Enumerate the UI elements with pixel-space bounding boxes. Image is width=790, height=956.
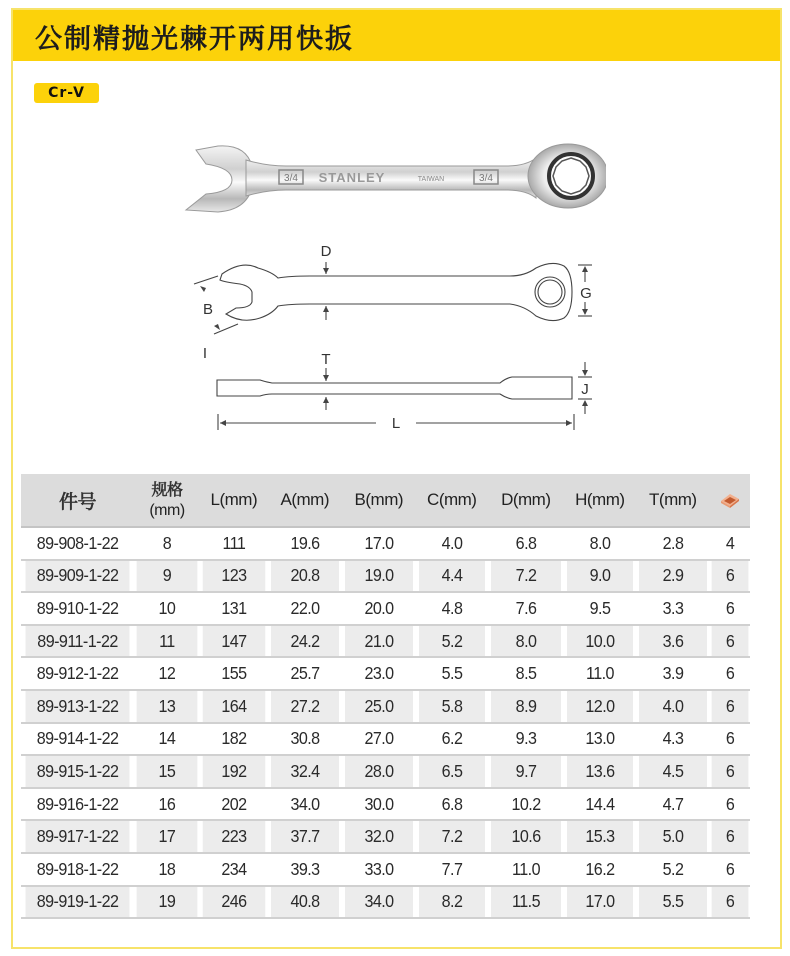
svg-text:B: B xyxy=(202,301,214,318)
cell-a: 40.8 xyxy=(271,886,339,919)
cell-part-no: 89-913-1-22 xyxy=(26,690,130,723)
cell-part-no: 89-918-1-22 xyxy=(26,853,130,886)
cell-b: 25.0 xyxy=(345,690,413,723)
cell-b: 17.0 xyxy=(345,527,413,560)
cell-b: 21.0 xyxy=(345,625,413,658)
cell-pack-qty: 6 xyxy=(711,820,748,853)
col-header-size: 规格 (mm) xyxy=(134,474,200,527)
cell-l: 164 xyxy=(203,690,265,723)
cell-d: 8.9 xyxy=(491,690,561,723)
cell-a: 34.0 xyxy=(271,788,339,821)
svg-text:D: D xyxy=(320,243,332,260)
cell-part-no: 89-916-1-22 xyxy=(26,788,130,821)
cell-t: 5.0 xyxy=(639,820,707,853)
cell-c: 4.0 xyxy=(419,527,485,560)
table-row xyxy=(21,592,750,625)
cell-a: 39.3 xyxy=(271,853,339,886)
dimension-diagram xyxy=(180,232,620,442)
cell-pack-qty: 4 xyxy=(711,527,748,560)
package-box-icon xyxy=(719,492,741,510)
cell-c: 6.5 xyxy=(419,755,485,788)
cell-l: 131 xyxy=(203,592,265,625)
cell-size: 19 xyxy=(137,886,198,919)
cell-d: 7.6 xyxy=(491,592,561,625)
cell-l: 192 xyxy=(203,755,265,788)
cell-part-no: 89-911-1-22 xyxy=(26,625,130,658)
cell-c: 8.2 xyxy=(419,886,485,919)
material-badge: Cr-V xyxy=(34,83,99,103)
svg-text:T: T xyxy=(321,351,331,368)
col-header-t: T(mm) xyxy=(636,474,710,527)
cell-size: 13 xyxy=(137,690,198,723)
table-row xyxy=(21,625,750,658)
cell-size: 15 xyxy=(137,755,198,788)
svg-text:3/4: 3/4 xyxy=(479,173,493,184)
col-header-a: A(mm) xyxy=(268,474,342,527)
cell-h: 12.0 xyxy=(567,690,633,723)
cell-part-no: 89-908-1-22 xyxy=(26,527,130,560)
cell-d: 6.8 xyxy=(491,527,561,560)
cell-c: 5.8 xyxy=(419,690,485,723)
table-row xyxy=(21,886,750,919)
cell-c: 4.8 xyxy=(419,592,485,625)
cell-pack-qty: 6 xyxy=(711,690,748,723)
cell-l: 182 xyxy=(203,723,265,756)
cell-c: 5.2 xyxy=(419,625,485,658)
cell-part-no: 89-912-1-22 xyxy=(26,657,130,690)
cell-h: 9.5 xyxy=(567,592,633,625)
cell-a: 32.4 xyxy=(271,755,339,788)
cell-d: 10.2 xyxy=(491,788,561,821)
cell-l: 155 xyxy=(203,657,265,690)
table-row xyxy=(21,657,750,690)
cell-part-no: 89-919-1-22 xyxy=(26,886,130,919)
cell-d: 10.6 xyxy=(491,820,561,853)
cell-b: 34.0 xyxy=(345,886,413,919)
cell-d: 8.5 xyxy=(491,657,561,690)
svg-text:L: L xyxy=(391,415,401,432)
cell-size: 11 xyxy=(137,625,198,658)
cell-d: 9.3 xyxy=(491,723,561,756)
cell-d: 9.7 xyxy=(491,755,561,788)
cell-b: 30.0 xyxy=(345,788,413,821)
cell-l: 111 xyxy=(203,527,265,560)
cell-size: 16 xyxy=(137,788,198,821)
spec-table xyxy=(21,474,750,919)
svg-text:I: I xyxy=(202,345,208,362)
cell-part-no: 89-910-1-22 xyxy=(26,592,130,625)
col-header-pack-qty xyxy=(710,474,750,527)
cell-part-no: 89-909-1-22 xyxy=(26,560,130,593)
cell-c: 6.2 xyxy=(419,723,485,756)
cell-pack-qty: 6 xyxy=(711,592,748,625)
cell-a: 27.2 xyxy=(271,690,339,723)
cell-d: 7.2 xyxy=(491,560,561,593)
title-band xyxy=(13,10,780,61)
cell-h: 11.0 xyxy=(567,657,633,690)
cell-l: 234 xyxy=(203,853,265,886)
cell-c: 6.8 xyxy=(419,788,485,821)
cell-pack-qty: 6 xyxy=(711,625,748,658)
col-header-l: L(mm) xyxy=(200,474,268,527)
cell-h: 10.0 xyxy=(567,625,633,658)
table-row xyxy=(21,690,750,723)
col-header-h: H(mm) xyxy=(564,474,636,527)
cell-b: 27.0 xyxy=(345,723,413,756)
cell-t: 4.3 xyxy=(639,723,707,756)
cell-pack-qty: 6 xyxy=(711,788,748,821)
cell-t: 4.7 xyxy=(639,788,707,821)
cell-b: 23.0 xyxy=(345,657,413,690)
table-row xyxy=(21,755,750,788)
cell-l: 202 xyxy=(203,788,265,821)
cell-t: 3.3 xyxy=(639,592,707,625)
table-row xyxy=(21,723,750,756)
cell-a: 19.6 xyxy=(271,527,339,560)
cell-t: 5.5 xyxy=(639,886,707,919)
cell-t: 2.9 xyxy=(639,560,707,593)
col-header-part-no: 件号 xyxy=(21,474,134,527)
cell-a: 25.7 xyxy=(271,657,339,690)
cell-a: 37.7 xyxy=(271,820,339,853)
cell-b: 28.0 xyxy=(345,755,413,788)
table-header-row xyxy=(21,474,750,527)
table-row xyxy=(21,527,750,560)
col-header-b: B(mm) xyxy=(342,474,416,527)
cell-t: 3.9 xyxy=(639,657,707,690)
cell-size: 12 xyxy=(137,657,198,690)
svg-text:J: J xyxy=(581,381,589,398)
cell-size: 9 xyxy=(137,560,198,593)
table-row xyxy=(21,853,750,886)
cell-l: 223 xyxy=(203,820,265,853)
cell-pack-qty: 6 xyxy=(711,560,748,593)
page-title: 公制精抛光棘开两用快扳 xyxy=(35,24,354,55)
cell-c: 5.5 xyxy=(419,657,485,690)
cell-pack-qty: 6 xyxy=(711,657,748,690)
col-header-c: C(mm) xyxy=(416,474,488,527)
cell-h: 13.0 xyxy=(567,723,633,756)
cell-l: 123 xyxy=(203,560,265,593)
cell-b: 20.0 xyxy=(345,592,413,625)
cell-a: 20.8 xyxy=(271,560,339,593)
cell-c: 4.4 xyxy=(419,560,485,593)
cell-a: 30.8 xyxy=(271,723,339,756)
cell-pack-qty: 6 xyxy=(711,723,748,756)
cell-l: 147 xyxy=(203,625,265,658)
cell-t: 5.2 xyxy=(639,853,707,886)
cell-h: 17.0 xyxy=(567,886,633,919)
cell-c: 7.7 xyxy=(419,853,485,886)
cell-t: 4.5 xyxy=(639,755,707,788)
cell-h: 13.6 xyxy=(567,755,633,788)
table-row xyxy=(21,820,750,853)
cell-pack-qty: 6 xyxy=(711,886,748,919)
cell-part-no: 89-914-1-22 xyxy=(26,723,130,756)
cell-a: 22.0 xyxy=(271,592,339,625)
cell-h: 9.0 xyxy=(567,560,633,593)
cell-t: 3.6 xyxy=(639,625,707,658)
cell-b: 32.0 xyxy=(345,820,413,853)
cell-h: 14.4 xyxy=(567,788,633,821)
table-row xyxy=(21,788,750,821)
svg-text:TAIWAN: TAIWAN xyxy=(417,176,445,183)
col-header-d: D(mm) xyxy=(488,474,564,527)
cell-size: 10 xyxy=(137,592,198,625)
cell-a: 24.2 xyxy=(271,625,339,658)
cell-l: 246 xyxy=(203,886,265,919)
cell-t: 2.8 xyxy=(639,527,707,560)
cell-c: 7.2 xyxy=(419,820,485,853)
cell-h: 15.3 xyxy=(567,820,633,853)
cell-part-no: 89-917-1-22 xyxy=(26,820,130,853)
cell-d: 11.0 xyxy=(491,853,561,886)
svg-text:STANLEY: STANLEY xyxy=(318,170,386,185)
cell-pack-qty: 6 xyxy=(711,755,748,788)
svg-text:G: G xyxy=(580,285,592,302)
cell-size: 17 xyxy=(137,820,198,853)
cell-d: 11.5 xyxy=(491,886,561,919)
svg-text:3/4: 3/4 xyxy=(284,173,298,184)
cell-b: 19.0 xyxy=(345,560,413,593)
cell-size: 8 xyxy=(137,527,198,560)
cell-d: 8.0 xyxy=(491,625,561,658)
cell-size: 18 xyxy=(137,853,198,886)
cell-size: 14 xyxy=(137,723,198,756)
cell-h: 8.0 xyxy=(567,527,633,560)
cell-b: 33.0 xyxy=(345,853,413,886)
table-row xyxy=(21,560,750,593)
cell-h: 16.2 xyxy=(567,853,633,886)
cell-t: 4.0 xyxy=(639,690,707,723)
wrench-photo xyxy=(176,130,606,230)
cell-part-no: 89-915-1-22 xyxy=(26,755,130,788)
cell-pack-qty: 6 xyxy=(711,853,748,886)
